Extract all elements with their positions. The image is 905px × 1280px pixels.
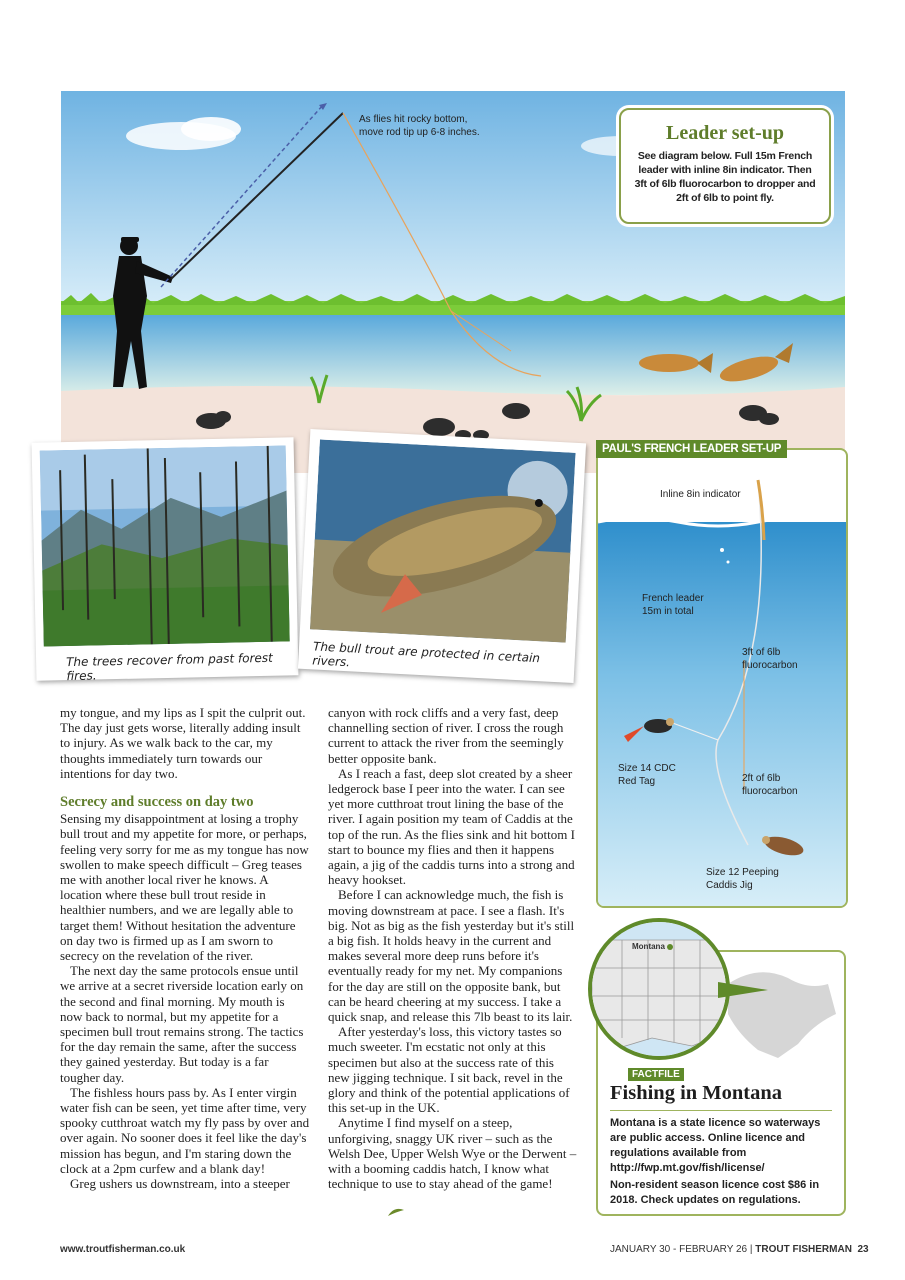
world-map <box>718 954 840 1064</box>
map-pointer <box>718 980 768 1000</box>
factfile-divider <box>610 1110 832 1111</box>
leader-diagram-art <box>598 450 846 906</box>
dropper-fly-label: Size 14 CDC Red Tag <box>618 763 676 787</box>
column2-paragraph: Anytime I find myself on a steep, unforgiving, snaggy UK river – such as the Welsh Dee, Upper Welsh Wye or the Derwent – with a booming caddis hatch, I know what technique to use to stay ahead of the game! <box>328 1115 577 1192</box>
column2-lead: canyon with rock cliffs and a very fast, deep channelling section of river. I cross the rough current to attack the river from the seemingly better opposite bank. <box>328 705 564 766</box>
column1-paragraph: Sensing my disappointment at losing a trophy bull trout and my appetite for more, or perhaps, feeling very sorry for me as my tongue has now swollen to make speech difficult – Greg teases me with another local river he knows. A location where these bull trout reside in healthier numbers, and we are legally able to target them! Without hesitation the adventure on day two is firmed up as I am sworn to secrecy on the revelation of the river. <box>60 811 309 964</box>
indicator-label: Inline 8in indicator <box>660 489 741 500</box>
end-fly-icon <box>386 1206 406 1220</box>
article-column-2 <box>328 705 578 1192</box>
column2-paragraph: After yesterday's loss, this victory tastes so much sweeter. I'm ecstatic not only at this specimen but also at the success rate of this new jigging technique. I sit back, revel in the glory and think of the potential applications of this set-up in the UK. <box>328 1024 570 1116</box>
trout-photo-caption: The bull trout are protected in certain rivers. <box>311 639 541 670</box>
footer-dates: JANUARY 30 - FEBRUARY 26 | <box>610 1244 756 1255</box>
factfile-text-2: Non-resident season licence cost $86 in 2018. Check updates on regulations. <box>610 1179 820 1206</box>
column1-paragraph: The next day the same protocols ensue until we arrive at a secret riverside location early on the second and final morning. My mouth is now back to normal, but my appetite for a specimen bull trout remains strong. The tactics for the day remain the same, after the success they gained yesterday. But today is a far tougher day. <box>60 963 304 1085</box>
lower-fluorocarbon-label: 2ft of 6lb fluorocarbon <box>742 773 798 797</box>
leader-setup-title: Leader set-up <box>666 122 784 144</box>
leader-setup-box <box>619 108 831 224</box>
french-leader-diagram <box>596 448 848 908</box>
column2-paragraph: As I reach a fast, deep slot created by a sheer ledgerock base I peer into the water. I can see yet more cutthroat trout lining the base of the river. I again position my team of Caddis at the top of the run. As the flies sink and hit bottom I start to bounce my flies and then it happens again, a jig of the caddis turns into a strong and heavy hookset. <box>328 765 575 888</box>
forest-photo <box>40 445 290 646</box>
montana-locator-map <box>588 918 730 1060</box>
trout-photo-card <box>298 429 586 683</box>
column2-paragraph: Before I can acknowledge much, the fish is moving downstream at pace. I see a flash. It's big. Not as big as the fish yesterday but it's still a big fish. It holds heavy in the current and makes several more deep runs before it's eventually ready for my net. My companions for the day are still on the opposite bank, but can be heard cheering at my success. I take a quick snap, and release this 7lb beast to its lair. <box>328 887 575 1025</box>
forest-photo-card <box>32 437 299 684</box>
leader-setup-text: See diagram below. Full 15m French leader with inline 8in indicator. Then 3ft of 6lb fluorocarbon to dropper and 2ft of 6lb to point fly. <box>634 150 816 204</box>
factfile-badge: FACTFILE <box>628 1068 684 1081</box>
article-column-1 <box>60 705 310 1191</box>
bull-trout-photo <box>310 439 576 642</box>
section-heading: Secrecy and success on day two <box>60 794 254 811</box>
rod-annotation: As flies hit rocky bottom, move rod tip up 6-8 inches. <box>359 114 480 138</box>
diagram-tag: PAUL'S FRENCH LEADER SET-UP <box>596 440 787 458</box>
footer-page-number: 23 <box>857 1244 869 1255</box>
point-fly-label: Size 12 Peeping Caddis Jig <box>706 867 779 891</box>
column1-paragraph: Greg ushers us downstream, into a steeper <box>70 1176 290 1192</box>
column1-lead: my tongue, and my lips as I spit the culprit out. The day just gets worse, literally adding insult to injury. As we walk back to the car, my thoughts immediately turn towards our intentions for day two. <box>60 705 306 781</box>
factfile-text-1: Montana is a state licence so waterways are public access. Online licence and regulations available from http://fwp.mt.gov/fish/license/ <box>610 1117 821 1174</box>
factfile-badge-wrap <box>628 1064 684 1082</box>
leader-label: French leader 15m in total <box>642 593 704 617</box>
footer-magazine: TROUT FISHERMAN <box>755 1244 852 1255</box>
forest-photo-caption: The trees recover from past forest fires. <box>65 650 273 684</box>
column1-paragraph: The fishless hours pass by. As I enter virgin water fish can be seen, yet time after time, very spooky cutthroat watch my fly pass by over and over again. No sooner does it feel like the day's mission has begun, and I'm staring down the clock at a 2pm curfew and a blank day! <box>60 1084 310 1176</box>
montana-map-label: Montana <box>632 942 665 951</box>
factfile-title: Fishing in Montana <box>610 1082 783 1104</box>
footer-issue <box>610 1244 869 1255</box>
upper-fluorocarbon-label: 3ft of 6lb fluorocarbon <box>742 647 798 671</box>
footer-url[interactable]: www.troutfisherman.co.uk <box>60 1244 186 1255</box>
